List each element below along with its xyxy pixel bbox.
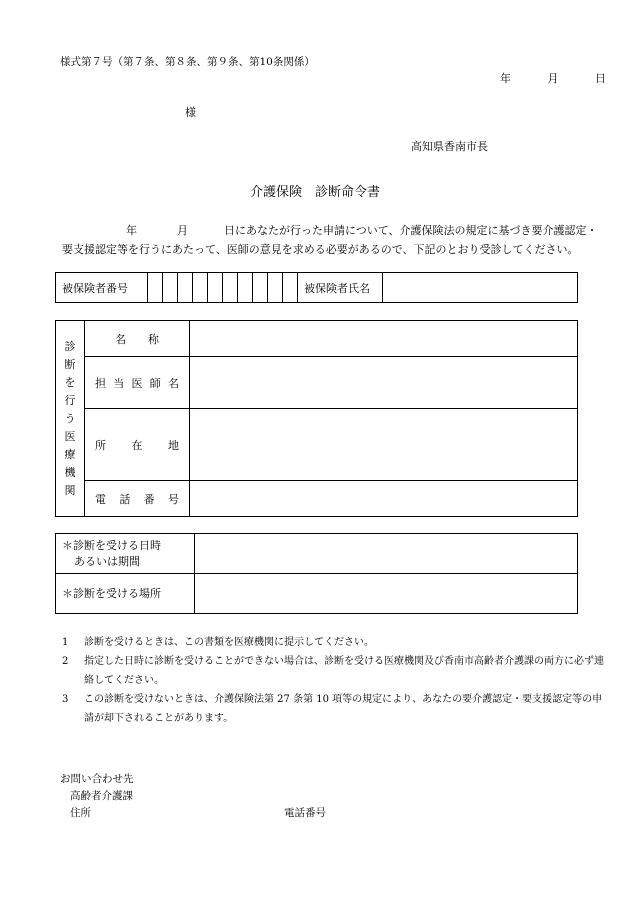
address-field[interactable] [190, 409, 578, 481]
insured-number-label: 被保険者番号 [56, 273, 148, 303]
contact-info [60, 771, 134, 822]
recipient-suffix: 様 [185, 106, 196, 119]
schedule-table [55, 533, 578, 614]
body-day-text: 日にあなたが行った申請について、介護保険法の規定に基づき要介護認定・ [224, 224, 598, 237]
doctor-name-label: 担 当 医 師 名 [85, 357, 190, 409]
insured-name-label: 被保険者氏名 [298, 273, 383, 303]
institution-table [55, 320, 578, 517]
address-label: 所 在 地 [85, 409, 190, 481]
contact-phone-label: 電話番号 [284, 807, 326, 819]
date-year: 年 [500, 72, 511, 85]
notes-list [62, 633, 610, 728]
form-number: 様式第７号（第７条、第８条、第９条、第10条関係） [60, 56, 315, 68]
insured-number-digit[interactable] [163, 273, 178, 303]
body-month: 月 [177, 224, 188, 237]
insured-number-digit[interactable] [148, 273, 163, 303]
body-year: 年 [126, 224, 137, 237]
date-month: 月 [547, 72, 559, 85]
insured-number-digit[interactable] [238, 273, 253, 303]
insured-number-digit[interactable] [193, 273, 208, 303]
contact-department: 高齢者介護課 [70, 790, 133, 802]
insured-number-digit[interactable] [253, 273, 268, 303]
issuer-name: 高知県香南市長 [411, 140, 488, 153]
insured-table [55, 272, 578, 303]
institution-vertical-label: 診 断 を 行 う 医 療 機 関 [56, 321, 85, 517]
insured-number-digit[interactable] [283, 273, 298, 303]
insured-number-digit[interactable] [178, 273, 193, 303]
note-item: 3 この診断を受けないときは、介護保険法第 27 条第 10 項等の規定により、あなたの要介護認定・要支援認定等の申請が却下されることがあります。 [62, 694, 603, 724]
exam-datetime-label: ＊診断を受ける日時 あるいは期間 [56, 534, 195, 574]
note-item: 1 診断を受けるときは、この書類を医療機関に提示してください。 [62, 637, 374, 648]
body-line-1 [62, 221, 610, 240]
exam-datetime-field[interactable] [195, 534, 578, 574]
phone-number-label: 電 話 番 号 [85, 481, 190, 517]
institution-name-label: 名 称 [85, 321, 190, 357]
body-text [62, 221, 610, 259]
doctor-name-field[interactable] [190, 357, 578, 409]
insured-name-field[interactable] [383, 273, 578, 303]
institution-name-field[interactable] [190, 321, 578, 357]
issue-date [500, 70, 606, 86]
date-day: 日 [595, 72, 606, 85]
exam-place-label: ＊診断を受ける場所 [56, 574, 195, 614]
document-title: 介護保険 診断命令書 [249, 185, 380, 200]
note-item: 2 指定した日時に診断を受けることができない場合は、診断を受ける医療機関及び香南市高齢者介護課の両方に必ず連絡してください。 [62, 656, 604, 686]
exam-place-field[interactable] [195, 574, 578, 614]
insured-number-digit[interactable] [223, 273, 238, 303]
insured-number-digit[interactable] [208, 273, 223, 303]
insured-number-digit[interactable] [268, 273, 283, 303]
body-line-2: 要支援認定等を行うにあたって、医師の意見を求める必要があるので、下記のとおり受診してください。 [62, 243, 579, 256]
contact-address-label: 住所 [70, 807, 91, 819]
contact-heading: お問い合わせ先 [60, 773, 134, 785]
phone-number-field[interactable] [190, 481, 578, 517]
